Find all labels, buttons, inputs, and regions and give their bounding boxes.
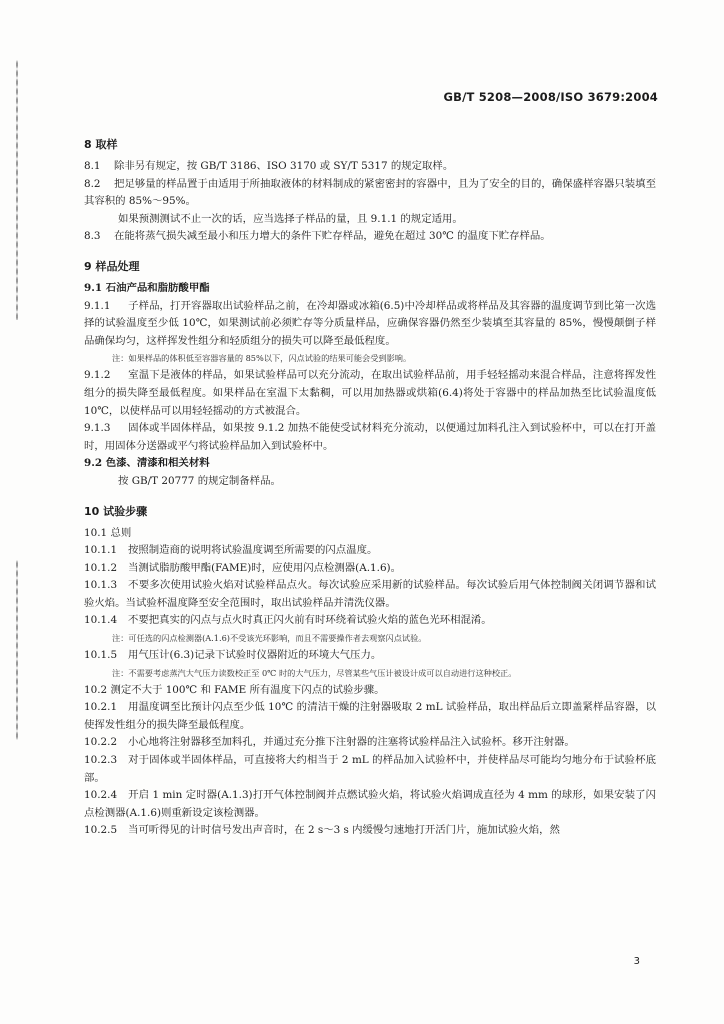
subsection-9-2: 9.2 色漆、清漆和相关材料: [84, 457, 210, 470]
clause-text: 在能将蒸气损失减至最小和压力增大的条件下贮存样品，避免在超过 30℃ 的温度下贮存样品。: [114, 230, 551, 243]
clause-number: 8.1: [84, 160, 101, 172]
clause-8-3: [84, 228, 656, 246]
clause-number: 10.1.5: [84, 649, 118, 662]
note-3: 注：不需要考虑蒸汽大气压力读数校正至 0℃ 时的大气压力，尽管某些气压计被设计成可以自动进行这种校正。: [112, 667, 517, 678]
section-9-heading: 9 样品处理: [84, 259, 140, 273]
clause-10-1-1: [84, 542, 656, 560]
clause-text: 不要把真实的闪点与点火时真正闪火前有时环绕着试验火焰的蓝色光环相混淆。: [128, 614, 492, 627]
section-8-heading: 8 取样: [84, 138, 118, 151]
clause-10-2-2: [84, 734, 656, 752]
clause-number: 10.2.5: [84, 824, 118, 837]
clause-10-1-5: [84, 647, 656, 665]
clause-text: 当测试脂肪酸甲酯(FAME)时，应使用闪点检测器(A.1.6)。: [128, 561, 401, 574]
binding-margin-dots: [16, 60, 18, 320]
clause-text: 不要多次使用试验火焰对试验样品点火。每次试验应采用新的试验样品。每次试验后用气体控制阀关闭调节器和试验火焰。当试验杯温度降至安全范围时，取出试验样品并清洗仪器。: [84, 579, 656, 609]
clause-number: 10.2.1: [84, 701, 118, 714]
clause-text: 除非另有规定，按 GB/T 3186、ISO 3170 或 SY/T 5317 的规定取样。: [114, 160, 454, 172]
clause-number: 10.2.2: [84, 736, 118, 749]
clause-number: 10.2.3: [84, 754, 118, 767]
clause-10-1-2: [84, 560, 656, 578]
standard-header: GB/T 5208—2008/ISO 3679:2004: [443, 90, 658, 104]
clause-text: 当可听得见的计时信号发出声音时，在 2 s～3 s 内缓慢匀速地打开活门片，施加试验火焰，然: [128, 824, 560, 837]
clause-10-2-4: [84, 787, 656, 822]
clause-number: 9.1.1: [84, 299, 111, 312]
clause-text: 小心地将注射器移至加料孔，并通过充分推下注射器的注塞将试验样品注入试验杯。移开注射器。: [128, 736, 575, 749]
clause-text: 用气压计(6.3)记录下试验时仪器附近的环境大气压力。: [128, 649, 382, 662]
clause-text: 开启 1 min 定时器(A.1.3)打开气体控制阀并点燃试验火焰，将试验火焰调成直径为 4 mm 的球形，如果安装了闪点检测器(A.1.6)则重新设定该检测器。: [84, 789, 656, 819]
page-content: [84, 124, 656, 840]
clause-number: 8.3: [84, 230, 101, 243]
note-1: 注：如果样品的体积低至容器容量的 85%以下，闪点试验的结果可能会受到影响。: [112, 353, 412, 364]
binding-margin-dots-lower: [16, 560, 18, 740]
clause-text: 固体或半固体样品，如果按 9.1.2 加热不能使受试材料充分流动，以便通过加料孔注入到试验杯中，可以在打开盖时，用固体分送器或平勺将试验样品加入到试验杯中。: [84, 422, 656, 452]
clause-9-2-text: 按 GB/T 20777 的规定制备样品。: [118, 474, 281, 487]
clause-text: 室温下是液体的样品，如果试验样品可以充分流动，在取出试验样品前，用手轻轻摇动来混合样品，注意将挥发性组分的损失降至最低程度。如果样品在室温下太黏稠，可以用加热器或烘箱(6.4)将处于容器中的样品加热至比试验温度低 10℃，以使样品可以用轻轻摇动的方式被混合。: [84, 369, 656, 417]
clause-number: 10.1.1: [84, 544, 118, 557]
clause-number: 10.1.4: [84, 614, 118, 627]
clause-text: 对于固体或半固体样品，可直接将大约相当于 2 mL 的样品加入试验杯中，并使样品尽可能均匀地分布于试验杯底部。: [84, 754, 656, 784]
clause-10-2-3: [84, 752, 656, 787]
clause-text: 把足够量的样品置于由适用于所抽取液体的材料制成的紧密密封的容器中，且为了安全的目的，确保盛样容器只装填至其容积的 85%～95%。: [84, 177, 656, 208]
clause-10-1-3: [84, 577, 656, 612]
note-2: 注：可任选的闪点检测器(A.1.6)不受该光环影响，而且不需要操作者去观察闪点试验。: [112, 633, 427, 644]
clause-9-1-1: [84, 298, 656, 351]
clause-text: 子样品，打开容器取出试验样品之前，在冷却器或冰箱(6.5)中冷却样品或将样品及其容器的温度调节到比第一次选择的试验温度至少低 10℃，如果测试前必须贮存等分质量样品，应确保容器仍然至少装填至其容量的 85%，慢慢颠倒子样品确保均匀，这样挥发性组分和轻质组分的损失可以降至最低程度。: [84, 299, 656, 347]
clause-10-1-4: [84, 612, 656, 630]
clause-number: 10.1.2: [84, 561, 118, 574]
clause-number: 9.1.3: [84, 422, 111, 435]
clause-10-2-5: [84, 822, 656, 840]
section-10-heading: 10 试验步骤: [84, 504, 148, 518]
clause-9-1-2: [84, 367, 656, 420]
clause-8-2-cont: 如果预测测试不止一次的话，应当选择子样品的量，且 9.1.1 的规定适用。: [118, 212, 463, 225]
clause-text: 按照制造商的说明将试验温度调至所需要的闪点温度。: [128, 544, 378, 557]
clause-text: 用温度调至比预计闪点至少低 10℃ 的清洁干燥的注射器吸取 2 mL 试验样品，取出样品后立即盖紧样品容器，以使挥发性组分的损失降至最低程度。: [84, 701, 656, 731]
clause-10-2-1: [84, 699, 656, 734]
clause-number: 10.2.4: [84, 789, 118, 802]
clause-number: 10.1.3: [84, 579, 118, 592]
clause-number: 9.1.2: [84, 369, 111, 382]
clause-9-1-3: [84, 420, 656, 455]
clause-8-2: [84, 176, 656, 211]
clause-number: 8.2: [84, 177, 101, 190]
subsection-10-2: 10.2 测定不大于 100℃ 和 FAME 所有温度下闪点的试验步骤。: [84, 683, 385, 696]
subsection-10-1: 10.1 总则: [84, 526, 132, 539]
clause-8-1: [84, 158, 656, 176]
page-number: 3: [633, 956, 640, 967]
subsection-9-1: 9.1 石油产品和脂肪酸甲酯: [84, 281, 210, 294]
